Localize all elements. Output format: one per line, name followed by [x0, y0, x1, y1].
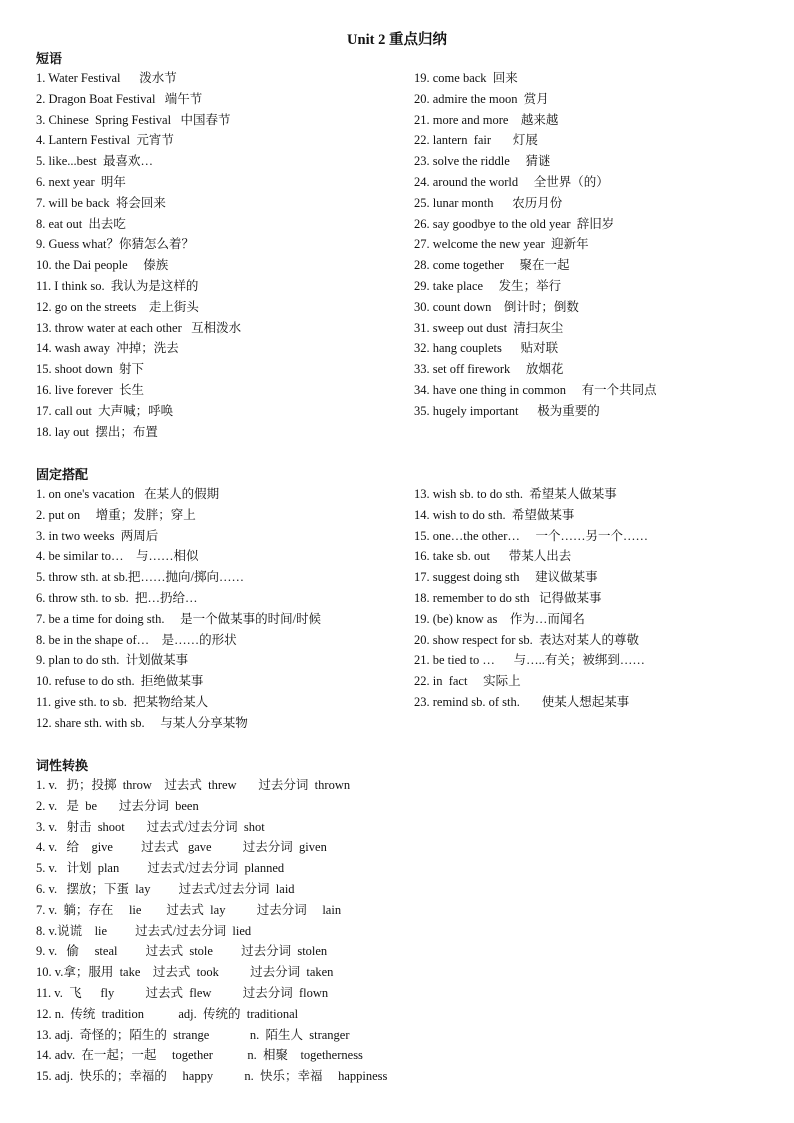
list-item	[36, 526, 321, 547]
list-item	[36, 837, 387, 858]
list-item	[36, 401, 241, 422]
list-item-text: 10. refuse to do sth. 拒绝做某事	[36, 674, 204, 689]
list-item-text: 16. live forever 长生	[36, 382, 144, 397]
list-item	[414, 214, 657, 235]
list-item	[36, 609, 321, 630]
list-item-text: 3. in two weeks 两周后	[36, 528, 159, 543]
list-item-text: 4. Lantern Festival 元宵节	[36, 133, 174, 148]
list-item-text: 14. adv. 在一起；一起 together n. 相聚 togetherness	[36, 1048, 363, 1063]
list-item-text: 2. v. 是 be 过去分词 been	[36, 798, 199, 813]
list-item	[36, 921, 387, 942]
list-item-text: 13. throw water at each other 互相泼水	[36, 320, 242, 335]
collocations-right-column	[414, 484, 648, 713]
list-item	[36, 193, 241, 214]
list-item-text: 22. in fact 实际上	[414, 674, 521, 689]
list-item-text: 25. lunar month 农历月份	[414, 195, 563, 210]
list-item-text: 30. count down 倒计时；倒数	[414, 299, 579, 314]
list-item	[36, 900, 387, 921]
list-item	[414, 630, 648, 651]
list-item-text: 7. v. 躺；存在 lie 过去式 lay 过去分词 lain	[36, 902, 342, 917]
list-item-text: 6. v. 摆放；下蛋 lay 过去式/过去分词 laid	[36, 881, 295, 896]
list-item	[414, 380, 657, 401]
list-item-text: 17. call out 大声喊；呼唤	[36, 403, 174, 418]
list-item-text: 8. be in the shape of… 是……的形状	[36, 632, 237, 647]
wordforms-column	[36, 775, 387, 1087]
list-item-text: 11. I think so. 我认为是这样的	[36, 278, 199, 293]
list-item-text: 6. next year 明年	[36, 174, 126, 189]
list-item	[36, 234, 241, 255]
list-item-text: 20. show respect for sb. 表达对某人的尊敬	[414, 632, 639, 647]
list-item	[414, 151, 657, 172]
list-item-text: 35. hugely important 极为重要的	[414, 403, 600, 418]
list-item-text: 2. put on 增重；发胖；穿上	[36, 507, 196, 522]
list-item	[36, 214, 241, 235]
list-item-text: 23. remind sb. of sth. 使某人想起某事	[414, 694, 630, 709]
list-item-text: 6. throw sth. to sb. 把…扔给…	[36, 590, 198, 605]
list-item	[414, 650, 648, 671]
list-item	[414, 68, 657, 89]
section-heading-phrases: 短语	[36, 52, 63, 67]
list-item-text: 29. take place 发生；举行	[414, 278, 562, 293]
list-item-text: 34. have one thing in common 有一个共同点	[414, 382, 657, 397]
list-item	[414, 318, 657, 339]
list-item	[36, 505, 321, 526]
list-item	[36, 1066, 387, 1087]
list-item	[414, 338, 657, 359]
list-item	[414, 276, 657, 297]
list-item-text: 4. be similar to… 与……相似	[36, 549, 199, 564]
list-item	[36, 692, 321, 713]
list-item	[36, 318, 241, 339]
list-item-text: 19. (be) know as 作为…而闻名	[414, 611, 585, 626]
list-item-text: 9. Guess what？你猜怎么着？	[36, 237, 194, 252]
list-item	[36, 983, 387, 1004]
list-item	[36, 1045, 387, 1066]
list-item	[36, 567, 321, 588]
list-item	[36, 338, 241, 359]
list-item-text: 21. more and more 越来越	[414, 112, 559, 127]
list-item	[414, 193, 657, 214]
phrases-left-column	[36, 68, 241, 442]
list-item-text: 18. remember to do sth 记得做某事	[414, 590, 602, 605]
list-item	[36, 713, 321, 734]
list-item	[36, 546, 321, 567]
list-item-text: 7. will be back 将会回来	[36, 195, 166, 210]
list-item	[414, 546, 648, 567]
list-item	[414, 234, 657, 255]
list-item	[36, 89, 241, 110]
list-item-text: 13. adj. 奇怪的；陌生的 strange n. 陌生人 stranger	[36, 1027, 350, 1042]
section-heading-collocations: 固定搭配	[36, 468, 89, 483]
list-item	[36, 650, 321, 671]
list-item	[414, 609, 648, 630]
list-item	[414, 172, 657, 193]
list-item-text: 19. come back 回来	[414, 71, 518, 85]
list-item-text: 14. wish to do sth. 希望做某事	[414, 507, 575, 522]
list-item	[36, 380, 241, 401]
list-item-text: 7. be a time for doing sth. 是一个做某事的时间/时候	[36, 611, 322, 626]
list-item-text: 11. give sth. to sb. 把某物给某人	[36, 694, 209, 709]
list-item-text: 13. wish sb. to do sth. 希望某人做某事	[414, 487, 617, 501]
list-item	[414, 505, 648, 526]
list-item	[36, 151, 241, 172]
list-item-text: 3. Chinese Spring Festival 中国春节	[36, 112, 231, 127]
list-item-text: 12. share sth. with sb. 与某人分享某物	[36, 715, 248, 730]
list-item-text: 12. n. 传统 tradition adj. 传统的 traditional	[36, 1006, 299, 1021]
list-item-text: 26. say goodbye to the old year 辞旧岁	[414, 216, 615, 231]
list-item-text: 22. lantern fair 灯展	[414, 133, 538, 148]
list-item-text: 33. set off firework 放烟花	[414, 362, 564, 377]
list-item-text: 3. v. 射击 shoot 过去式/过去分词 shot	[36, 819, 265, 834]
list-item	[36, 796, 387, 817]
list-item-text: 4. v. 给 give 过去式 gave 过去分词 given	[36, 840, 327, 855]
list-item	[36, 255, 241, 276]
list-item-text: 14. wash away 冲掉；洗去	[36, 341, 179, 356]
collocations-left-column	[36, 484, 321, 734]
list-item-text: 15. one…the other… 一个……另一个……	[414, 528, 649, 543]
list-item	[414, 130, 657, 151]
list-item-text: 5. v. 计划 plan 过去式/过去分词 planned	[36, 861, 285, 876]
list-item	[414, 255, 657, 276]
list-item-text: 16. take sb. out 带某人出去	[414, 549, 572, 564]
list-item	[36, 630, 321, 651]
list-item	[36, 422, 241, 443]
list-item-text: 27. welcome the new year 迎新年	[414, 237, 589, 252]
list-item-text: 24. around the world 全世界（的）	[414, 174, 609, 189]
section-heading-wordforms: 词性转换	[36, 759, 89, 774]
list-item-text: 23. solve the riddle 猜谜	[414, 154, 551, 169]
list-item	[414, 401, 657, 422]
list-item-text: 9. plan to do sth. 计划做某事	[36, 653, 189, 668]
list-item-text: 10. v.拿；服用 take 过去式 took 过去分词 taken	[36, 965, 334, 980]
list-item-text: 17. suggest doing sth 建议做某事	[414, 570, 598, 585]
list-item	[36, 110, 241, 131]
list-item	[414, 567, 648, 588]
list-item	[36, 858, 387, 879]
list-item-text: 2. Dragon Boat Festival 端午节	[36, 91, 203, 106]
list-item-text: 15. adj. 快乐的；幸福的 happy n. 快乐；幸福 happiness	[36, 1069, 388, 1084]
list-item	[414, 671, 648, 692]
list-item-text: 9. v. 偷 steal 过去式 stole 过去分词 stolen	[36, 944, 328, 959]
list-item	[36, 817, 387, 838]
list-item	[36, 359, 241, 380]
list-item-text: 31. sweep out dust 清扫灰尘	[414, 320, 564, 335]
list-item	[36, 962, 387, 983]
list-item	[414, 89, 657, 110]
page-title: Unit 2 重点归纳	[347, 32, 447, 48]
list-item	[414, 588, 648, 609]
list-item-text: 8. v.说谎 lie 过去式/过去分词 lied	[36, 923, 252, 938]
list-item-text: 28. come together 聚在一起	[414, 258, 570, 273]
phrases-right-column	[414, 68, 657, 422]
list-item	[414, 359, 657, 380]
list-item-text: 5. like...best 最喜欢…	[36, 154, 154, 169]
list-item-text: 18. lay out 摆出；布置	[36, 424, 158, 439]
list-item	[36, 775, 387, 796]
list-item	[414, 110, 657, 131]
list-item	[36, 68, 241, 89]
list-item-text: 32. hang couplets 贴对联	[414, 341, 559, 356]
list-item	[414, 692, 648, 713]
list-item	[36, 297, 241, 318]
list-item-text: 1. Water Festival 泼水节	[36, 71, 177, 85]
list-item-text: 8. eat out 出去吃	[36, 216, 126, 231]
list-item	[414, 484, 648, 505]
list-item	[36, 130, 241, 151]
list-item	[414, 297, 657, 318]
list-item	[36, 1004, 387, 1025]
list-item-text: 20. admire the moon 赏月	[414, 91, 549, 106]
list-item-text: 5. throw sth. at sb.把……抛向/掷向……	[36, 570, 244, 585]
list-item-text: 1. on one's vacation 在某人的假期	[36, 487, 220, 501]
list-item	[36, 1025, 387, 1046]
list-item	[36, 276, 241, 297]
list-item	[414, 526, 648, 547]
list-item	[36, 588, 321, 609]
list-item	[36, 671, 321, 692]
list-item-text: 1. v. 扔；投掷 throw 过去式 threw 过去分词 thrown	[36, 778, 351, 792]
list-item	[36, 484, 321, 505]
list-item-text: 10. the Dai people 傣族	[36, 258, 169, 273]
list-item-text: 15. shoot down 射下	[36, 362, 144, 377]
list-item-text: 21. be tied to … 与…..有关；被绑到……	[414, 653, 645, 668]
list-item-text: 11. v. 飞 fly 过去式 flew 过去分词 flown	[36, 985, 329, 1000]
list-item	[36, 172, 241, 193]
list-item	[36, 941, 387, 962]
list-item-text: 12. go on the streets 走上街头	[36, 299, 199, 314]
list-item	[36, 879, 387, 900]
